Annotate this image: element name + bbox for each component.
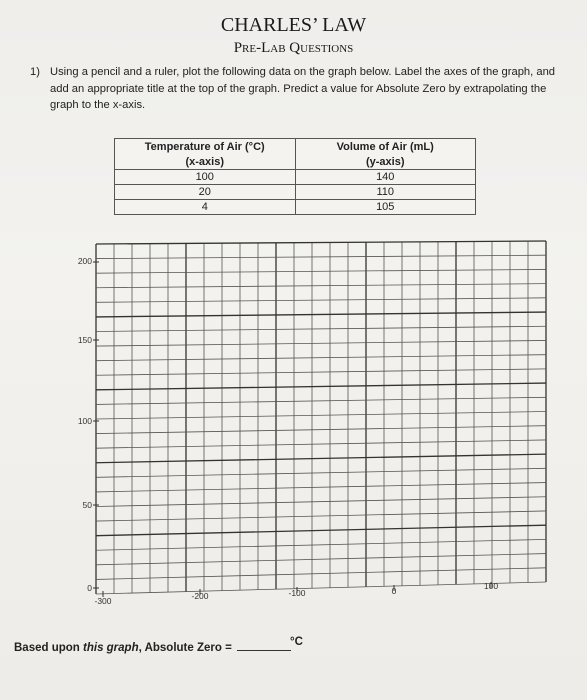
- graph-axes: [93, 262, 491, 597]
- grid-horizontal-line: [96, 539, 546, 550]
- y-tick-label: 100: [77, 416, 92, 426]
- cell-temperature: 20: [115, 185, 296, 200]
- x-tick-label: 0: [391, 586, 397, 596]
- grid-horizontal-line: [96, 497, 546, 507]
- grid-horizontal-line: [96, 269, 546, 273]
- grid-horizontal-line: [96, 383, 546, 390]
- x-tick-label: -200: [191, 591, 209, 601]
- grid-horizontal-line: [96, 511, 546, 521]
- grid-horizontal-line: [96, 340, 546, 346]
- cell-volume: 110: [295, 185, 476, 200]
- grid-horizontal-line: [96, 312, 546, 317]
- footer-prefix: Based upon: [14, 642, 84, 654]
- unit-label: °C: [290, 636, 303, 648]
- grid-horizontal-line: [96, 525, 546, 536]
- cell-temperature: 4: [115, 200, 296, 215]
- grid-horizontal-line: [96, 298, 546, 303]
- grid-horizontal-line: [96, 483, 546, 492]
- grid-horizontal-line: [96, 440, 546, 448]
- y-tick-label: 0: [87, 583, 92, 593]
- cell-volume: 140: [295, 170, 476, 185]
- header-temperature-axis: (x-axis): [115, 154, 296, 170]
- grid-horizontal-line: [96, 412, 546, 420]
- y-tick-label: 150: [77, 335, 92, 345]
- x-tick-label: -300: [94, 596, 112, 606]
- header-temperature: Temperature of Air (°C): [115, 139, 296, 155]
- grid-horizontal-line: [96, 255, 546, 258]
- grid-horizontal-line: [96, 355, 546, 361]
- header-volume-axis: (y-axis): [295, 154, 476, 170]
- grid-horizontal-line: [96, 326, 546, 331]
- answer-blank[interactable]: [237, 650, 291, 651]
- cell-temperature: 100: [115, 170, 296, 185]
- grid-horizontal-line: [96, 426, 546, 434]
- question-text: Using a pencil and a ruler, plot the following data on the graph below. Label the axes of the graph, and add an appropriate title at the top of the graph. Predict a value for Absolute Zero by extrapolating the graph to the x-axis.: [50, 66, 556, 111]
- grid-horizontal-line: [96, 554, 546, 565]
- x-tick-label: 100: [483, 581, 499, 591]
- grid-lines: [96, 241, 546, 594]
- grid-horizontal-line: [96, 454, 546, 463]
- cell-volume: 105: [295, 200, 476, 215]
- page-subtitle: Pre-Lab Questions: [233, 40, 354, 56]
- absolute-zero-prompt: [14, 642, 293, 654]
- grid-horizontal-line: [96, 241, 546, 244]
- grid-horizontal-line: [96, 397, 546, 404]
- footer-italic: this graph: [83, 642, 139, 654]
- grid-horizontal-line: [96, 284, 546, 288]
- header-volume: Volume of Air (mL): [295, 139, 476, 155]
- y-tick-label: 200: [77, 256, 92, 266]
- grid-horizontal-line: [96, 582, 546, 594]
- grid-horizontal-line: [96, 468, 546, 477]
- x-tick-label: -100: [288, 588, 306, 598]
- y-tick-label: 50: [82, 500, 92, 510]
- grid-horizontal-line: [96, 568, 546, 580]
- question-number: 1): [30, 66, 40, 78]
- page-title: CHARLES’ LAW: [220, 14, 367, 36]
- grid-horizontal-line: [96, 369, 546, 375]
- footer-suffix: , Absolute Zero =: [138, 642, 232, 654]
